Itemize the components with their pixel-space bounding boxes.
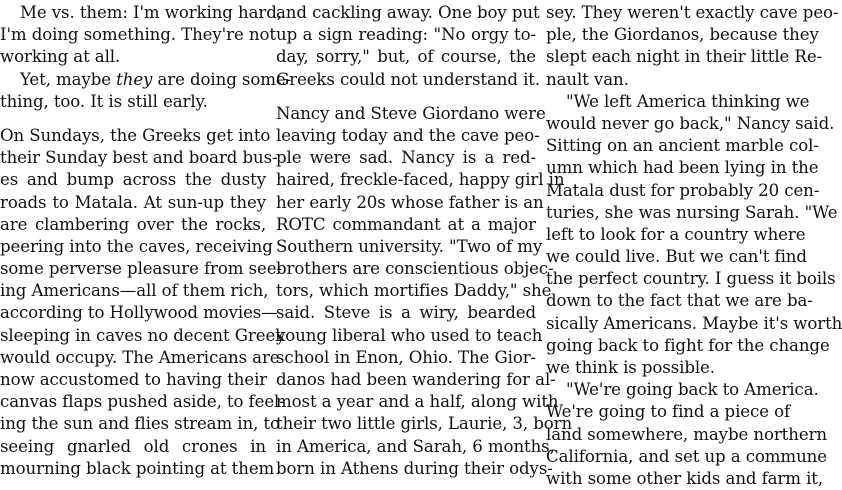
text-line: peering into the caves, receiving — [0, 236, 273, 256]
text-line: es and bump across the dusty — [0, 170, 266, 190]
paragraph — [0, 125, 286, 480]
paragraph-gap — [276, 91, 536, 103]
emphasis: they — [116, 69, 153, 89]
text-line: haired, freckle-faced, happy girl in — [276, 170, 565, 190]
text-line: born in Athens during their odys- — [276, 458, 553, 478]
text-column-1 — [0, 2, 292, 478]
text-line: danos had been wandering for al- — [276, 370, 556, 389]
text-line: ROTC commandant at a major — [276, 214, 536, 234]
text-line: Nancy and Steve Giordano were — [276, 103, 546, 123]
text-column-2 — [276, 2, 573, 478]
text-line: ple, the Giordanos, because they — [546, 25, 819, 45]
text-line: tors, which mortifies Daddy," she — [276, 281, 552, 301]
text-line: sleeping in caves no decent Greek — [0, 325, 286, 345]
text-line: their two little girls, Laurie, 3, born — [276, 414, 573, 434]
text-line: Southern university. "Two of my — [276, 236, 543, 256]
text-line: said. Steve is a wiry, bearded — [276, 303, 536, 323]
text-line: Me vs. them: I'm working hard, — [20, 3, 282, 22]
text-line: "We left America thinking we — [566, 91, 810, 111]
paragraph — [276, 2, 541, 91]
text-line: seeing gnarled old crones in — [0, 436, 266, 456]
paragraph — [0, 69, 292, 113]
text-line: some perverse pleasure from see- — [0, 259, 282, 279]
text-line: California, and set up a commune — [546, 446, 827, 466]
text-line: umn which had been lying in the — [546, 158, 819, 178]
text-line: up a sign reading: "No orgy to- — [276, 25, 536, 45]
text-line: On Sundays, the Greeks get into — [0, 125, 271, 145]
text-line: "We're going back to America. — [566, 380, 819, 400]
text-line: we think is possible. — [546, 358, 715, 377]
text-line: We're going to find a piece of — [546, 402, 791, 422]
text-line: turies, she was nursing Sarah. "We — [546, 202, 838, 222]
text-line: would never go back," Nancy said. — [546, 113, 835, 133]
text-line: Greeks could not understand it. — [276, 69, 541, 89]
text-line: are clambering over the rocks, — [0, 214, 266, 234]
text-line: mourning black pointing at them — [0, 458, 275, 478]
text-line: would occupy. The Americans are — [0, 347, 280, 367]
text-line: ple were sad. Nancy is a red- — [276, 148, 536, 168]
text-line: in America, and Sarah, 6 months, — [276, 436, 555, 456]
text-line: Sitting on an ancient marble col- — [546, 136, 819, 156]
text-line: according to Hollywood movies— — [0, 303, 278, 323]
paragraph-gap — [0, 113, 266, 125]
text-line: working at all. — [0, 47, 121, 67]
text-line: brothers are conscientious objec- — [276, 259, 554, 279]
text-line: Yet, maybe they are doing some- — [20, 69, 292, 89]
text-line: slept each night in their little Re- — [546, 47, 823, 67]
text-line: her early 20s whose father is an — [276, 192, 544, 212]
paragraph — [546, 91, 842, 379]
text-line: day, sorry," but, of course, the — [276, 47, 536, 67]
paragraph — [276, 103, 573, 480]
text-line: nault van. — [546, 69, 629, 89]
text-line: young liberal who used to teach — [276, 325, 543, 345]
text-line: and cackling away. One boy put — [276, 3, 540, 22]
text-line: sey. They weren't exactly cave peo- — [546, 3, 839, 22]
paragraph — [546, 379, 827, 490]
text-line: now accustomed to having their — [0, 370, 268, 389]
text-line: ing the sun and flies stream in, to — [0, 414, 280, 434]
text-line: their Sunday best and board bus- — [0, 148, 278, 168]
text-line: Matala dust for probably 20 cen- — [546, 180, 820, 200]
text-line: with some other kids and farm it, — [546, 468, 824, 488]
text-line: sically Americans. Maybe it's worth — [546, 313, 842, 333]
text-line: land somewhere, maybe northern — [546, 424, 827, 444]
text-line: I'm doing something. They're not — [0, 25, 276, 45]
text-line: left to look for a country where — [546, 224, 806, 244]
text-line: ing Americans—all of them rich, — [0, 281, 269, 301]
text-line: leaving today and the cave peo- — [276, 125, 540, 145]
text-column-3 — [546, 2, 842, 488]
text-line: most a year and a half, along with — [276, 392, 559, 412]
paragraph — [0, 2, 282, 69]
text-line: school in Enon, Ohio. The Gior- — [276, 347, 537, 367]
text-line: roads to Matala. At sun-up they — [0, 192, 266, 212]
text-line: thing, too. It is still early. — [0, 91, 208, 111]
text-line: canvas flaps pushed aside, to feel- — [0, 392, 285, 412]
text-line: we could live. But we can't find — [546, 247, 807, 267]
paragraph — [546, 2, 839, 91]
text-line: going back to fight for the change — [546, 335, 830, 355]
text-line: down to the fact that we are ba- — [546, 291, 813, 311]
text-line: the perfect country. I guess it boils — [546, 269, 836, 289]
